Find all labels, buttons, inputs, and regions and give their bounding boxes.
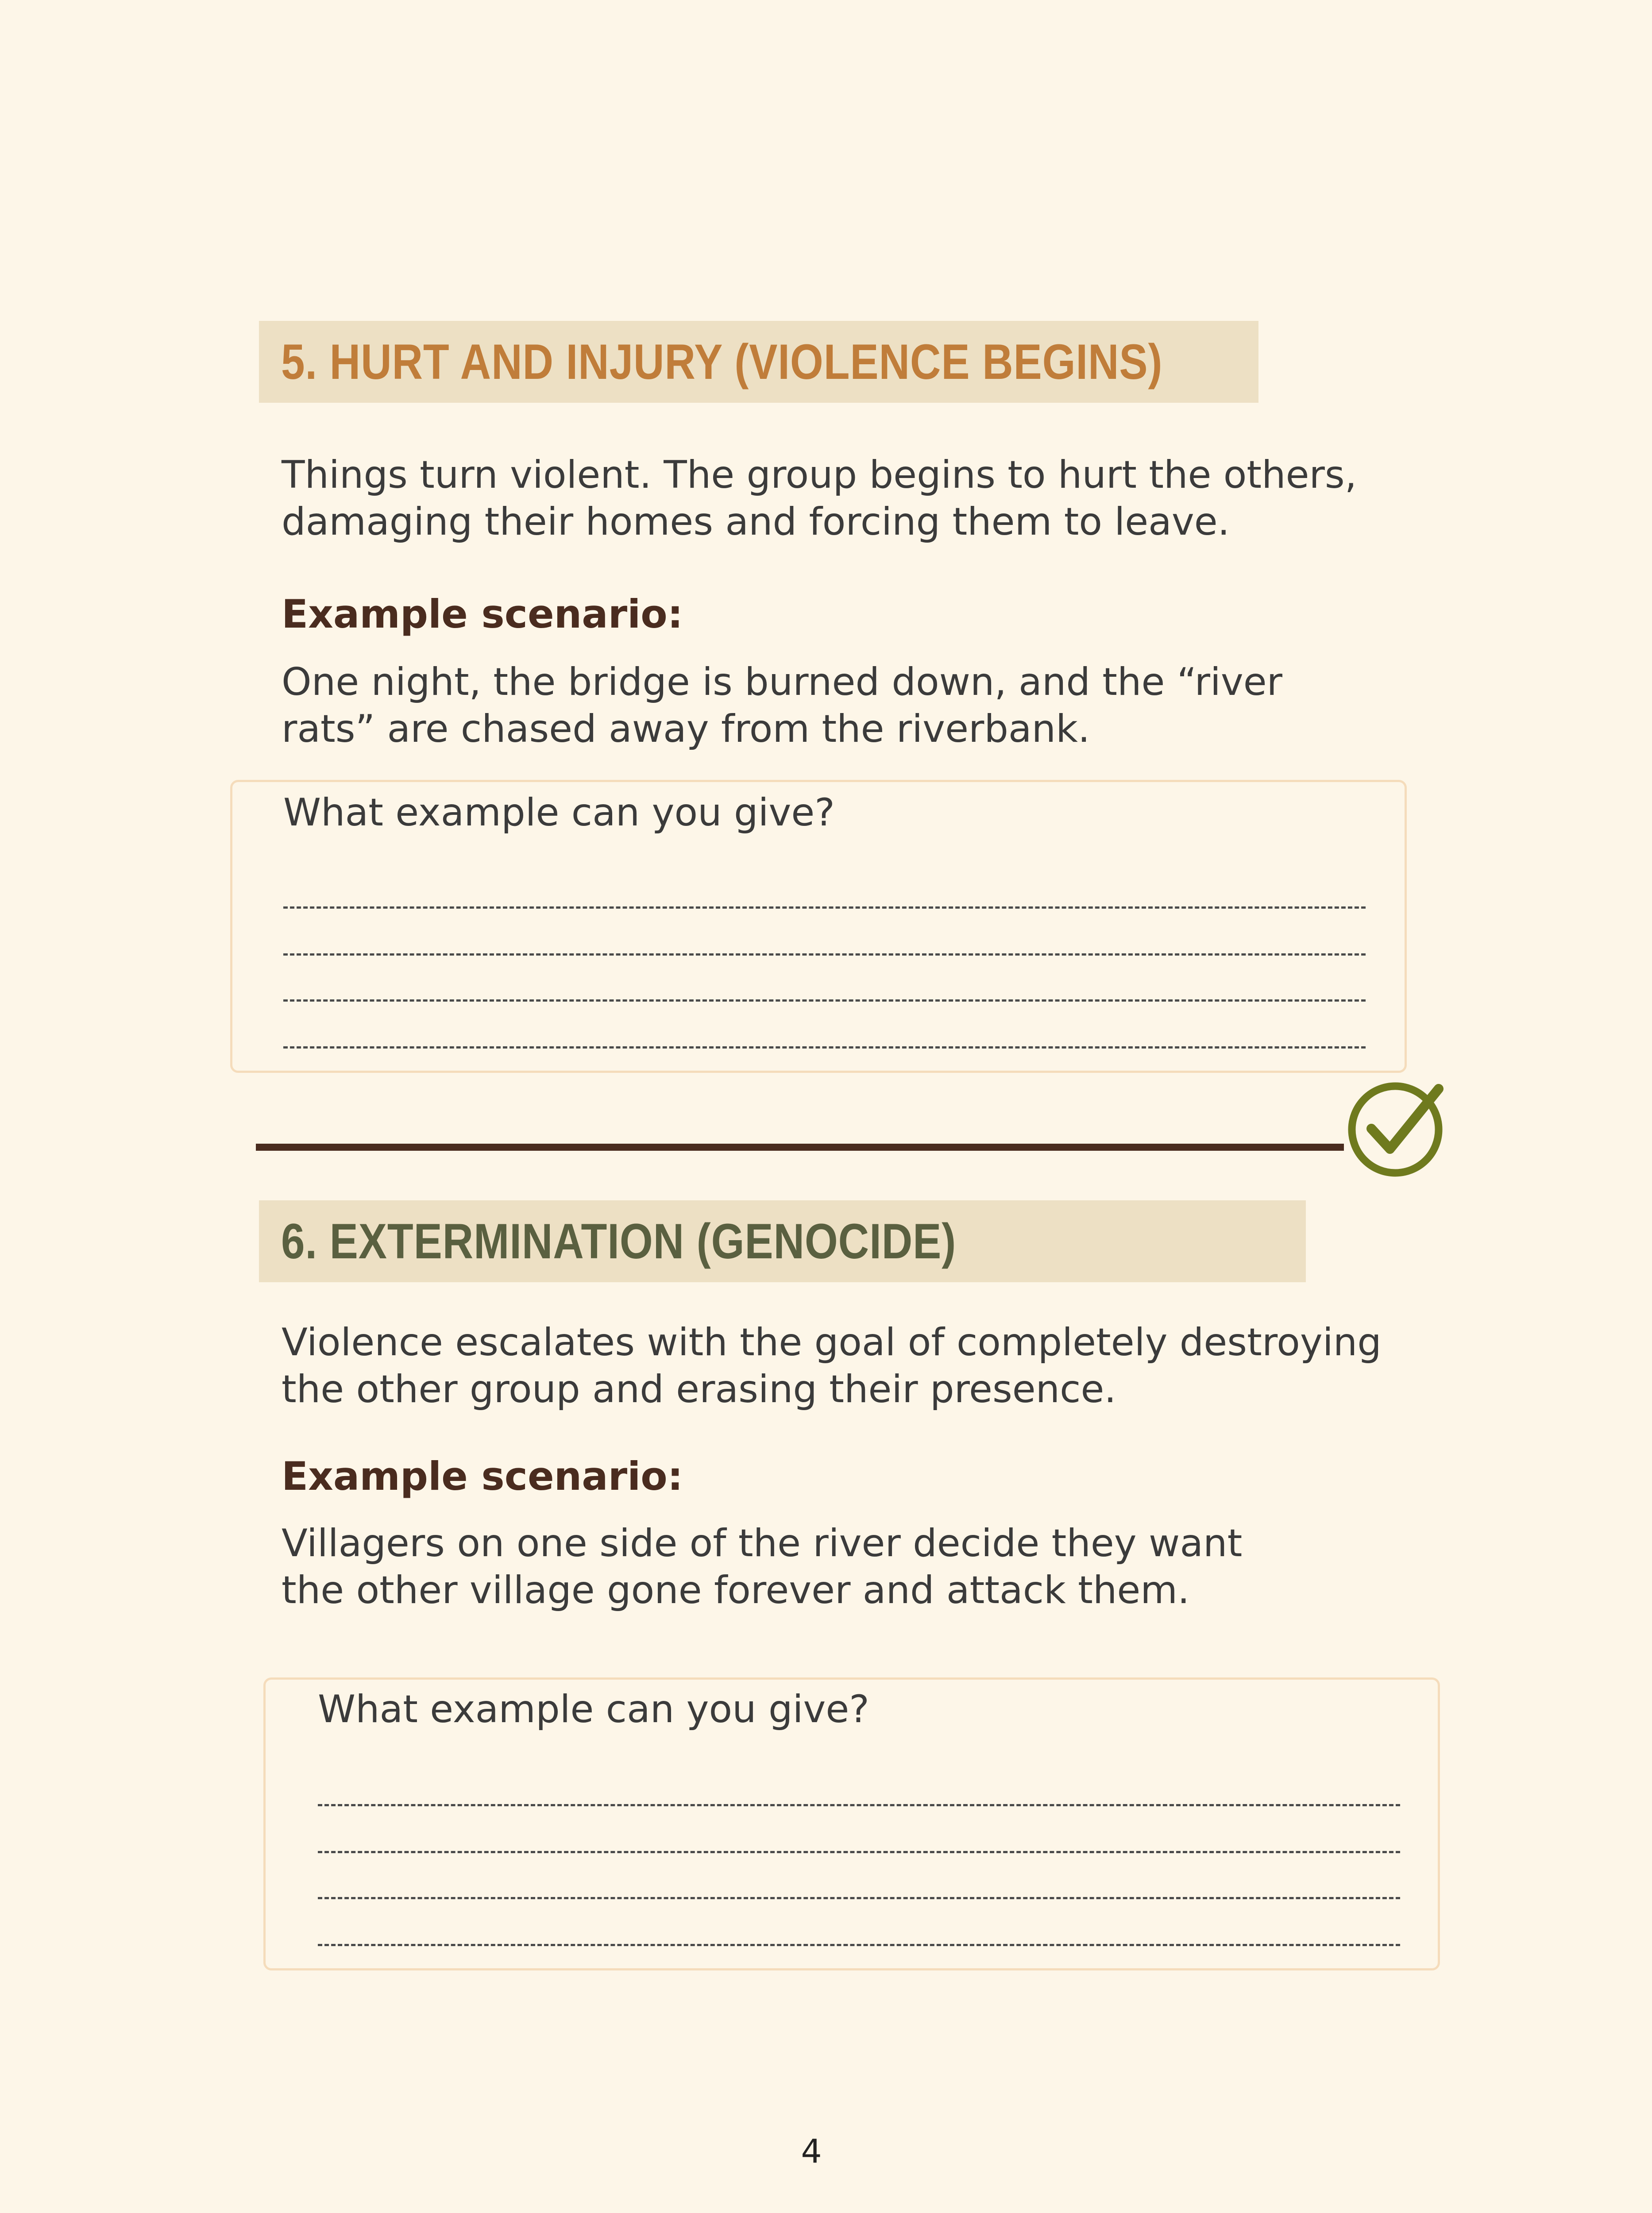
section-6-title: 6. EXTERMINATION (GENOCIDE)	[281, 1214, 957, 1269]
section-6-example-line-1: Villagers on one side of the river decide they want	[282, 1521, 1243, 1565]
section-6-example-text	[282, 1520, 1242, 1614]
section-5-answer-line[interactable]	[283, 1046, 1366, 1049]
section-6-description-line-1: Violence escalates with the goal of completely destroying	[282, 1320, 1382, 1365]
section-5-answer-line[interactable]	[283, 906, 1366, 909]
section-6-answer-prompt: What example can you give?	[318, 1687, 869, 1731]
section-5-answer-prompt: What example can you give?	[283, 790, 835, 835]
section-6-description	[282, 1319, 1382, 1413]
checkmark-circle-icon	[1344, 1077, 1447, 1180]
section-divider	[256, 1144, 1344, 1151]
section-6-answer-line[interactable]	[318, 1804, 1400, 1806]
section-5-description-line-2: damaging their homes and forcing them to leave.	[282, 500, 1230, 544]
section-5-description	[282, 451, 1357, 545]
section-6-description-line-2: the other group and erasing their presence.	[282, 1367, 1116, 1411]
section-5-example-text	[282, 659, 1282, 752]
section-5-heading-band	[259, 321, 1258, 403]
section-6-answer-line[interactable]	[318, 1944, 1400, 1946]
section-6-answer-line[interactable]	[318, 1851, 1400, 1853]
section-5-answer-line[interactable]	[283, 953, 1366, 956]
section-5-description-line-1: Things turn violent. The group begins to hurt the others,	[282, 453, 1357, 497]
section-6-example-label: Example scenario:	[282, 1453, 683, 1499]
section-5-example-line-2: rats” are chased away from the riverbank.	[282, 707, 1090, 751]
section-6-example-line-2: the other village gone forever and attack them.	[282, 1568, 1190, 1612]
section-6-answer-line[interactable]	[318, 1897, 1400, 1899]
section-5-title: 5. HURT AND INJURY (VIOLENCE BEGINS)	[281, 334, 1163, 389]
section-5-example-label: Example scenario:	[282, 591, 683, 637]
page-number: 4	[801, 2132, 822, 2171]
section-5-example-line-1: One night, the bridge is burned down, and the “river	[282, 660, 1282, 704]
section-5-answer-line[interactable]	[283, 999, 1366, 1002]
section-6-heading-band	[259, 1200, 1306, 1282]
